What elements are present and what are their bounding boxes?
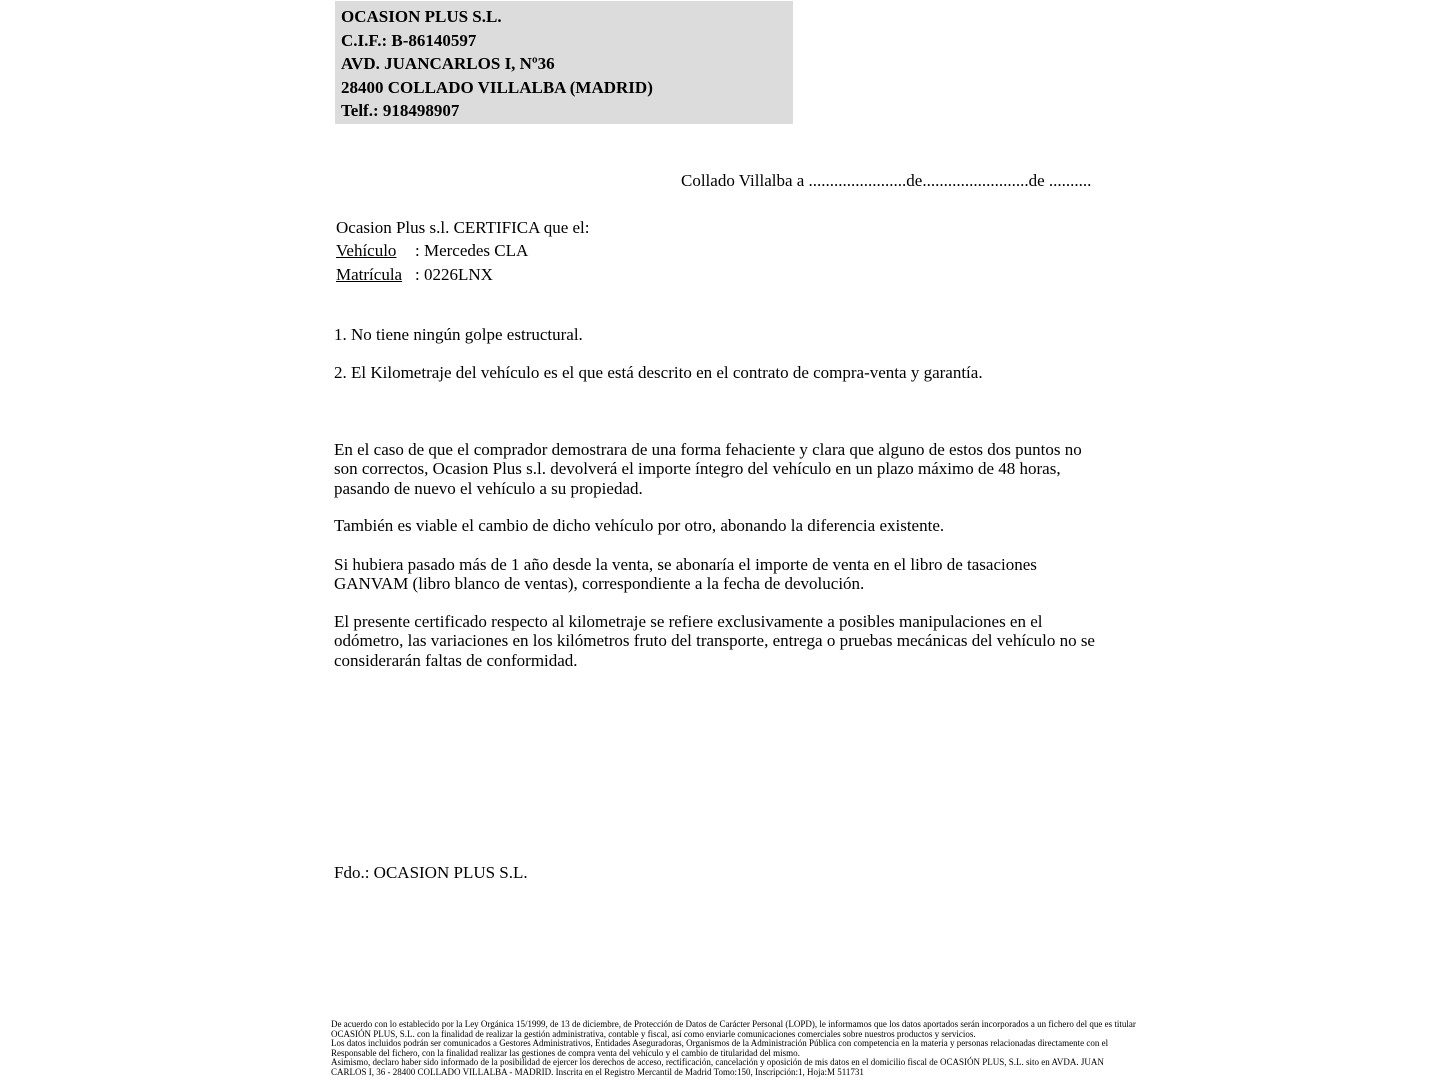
date-line: Collado Villalba a .......................de.........................de ..........: [681, 171, 1092, 190]
company-address: AVD. JUANCARLOS I, Nº36: [341, 54, 555, 73]
company-phone: Telf.: 918498907: [341, 101, 460, 120]
plate-label: Matrícula: [336, 264, 403, 284]
legal-footer-line-6: CARLOS I, 36 - 28400 COLLADO VILLALBA - MADRID. Inscrita en el Registro Mercantil de Madrid Tomo:150, Inscripción:1, Hoja:M 511731: [331, 1066, 864, 1077]
legal-footer-line-4: Responsable del fichero, con la finalidad realizar las gestiones de compra venta del vehículo y el cambio de titularidad del mismo.: [331, 1047, 800, 1058]
vehicle-label: Vehículo: [336, 241, 397, 261]
company-name: OCASION PLUS S.L.: [341, 7, 502, 26]
paragraph-ganvam-valuation: Si hubiera pasado más de 1 año desde la venta, se abonaría el importe de venta en el libro de tasaciones GANVAM (libro blanco de ventas), correspondiente a la fecha de devolución.: [334, 555, 1037, 594]
legal-footer-line-2: OCASIÓN PLUS, S.L. con la finalidad de realizar la gestión administrativa, contable y fiscal, así como enviarle comunicaciones comerciales sobre nuestros productos y servicios.: [331, 1028, 976, 1039]
legal-footer: [331, 1020, 1136, 1078]
point-structural-damage: 1. No tiene ningún golpe estructural.: [334, 325, 583, 344]
point-mileage: 2. El Kilometraje del vehículo es el que está descrito en el contrato de compra-venta y garantía.: [334, 363, 983, 382]
legal-footer-line-3: Los datos incluidos podrán ser comunicados a Gestores Administrativos, Entidades Aseguradoras, Organismos de la Administración Pública con competencia en la materia y personas relacionadas directamente con el: [331, 1038, 1109, 1049]
paragraph-odometer-disclaimer: El presente certificado respecto al kilometraje se refiere exclusivamente a posibles manipulaciones en el odómetro, las variaciones en los kilómetros fruto del transporte, entrega o pruebas mecánicas del vehículo no se considerarán faltas de conformidad.: [334, 612, 1095, 670]
plate-row: [336, 263, 590, 286]
legal-footer-line-5: Asimismo, declaro haber sido informado de la posibilidad de ejercer los derechos de acceso, rectificación, cancelación y oposición de mis datos en el domicilio fiscal de OCASIÓN PLUS, S.L. sito en AVDA. JUAN: [331, 1057, 1104, 1068]
legal-footer-line-1: De acuerdo con lo establecido por la Ley Orgánica 15/1999, de 13 de diciembre, de Protección de Datos de Carácter Personal (LOPD), le informamos que los datos aportados serán incorporados a un fichero del que es titular: [331, 1019, 1136, 1029]
company-header-box: [335, 1, 793, 124]
plate-value: : 0226LNX: [415, 264, 493, 284]
certify-intro: Ocasion Plus s.l. CERTIFICA que el:: [336, 218, 590, 237]
company-city: 28400 COLLADO VILLALBA (MADRID): [341, 77, 653, 97]
vehicle-value: : Mercedes CLA: [415, 241, 529, 261]
signature-line: Fdo.: OCASION PLUS S.L.: [334, 863, 528, 882]
certification-block: [336, 216, 590, 286]
vehicle-row: [336, 239, 590, 262]
paragraph-refund-guarantee: En el caso de que el comprador demostrara de una forma fehaciente y clara que alguno de estos dos puntos no son correctos, Ocasion Plus s.l. devolverá el importe íntegro del vehículo en un plazo máximo de 48 horas, pasando de nuevo el vehículo a su propiedad.: [334, 440, 1082, 498]
company-cif: C.I.F.: B-86140597: [341, 30, 477, 50]
paragraph-vehicle-exchange: También es viable el cambio de dicho vehículo por otro, abonando la diferencia existente.: [334, 516, 945, 535]
